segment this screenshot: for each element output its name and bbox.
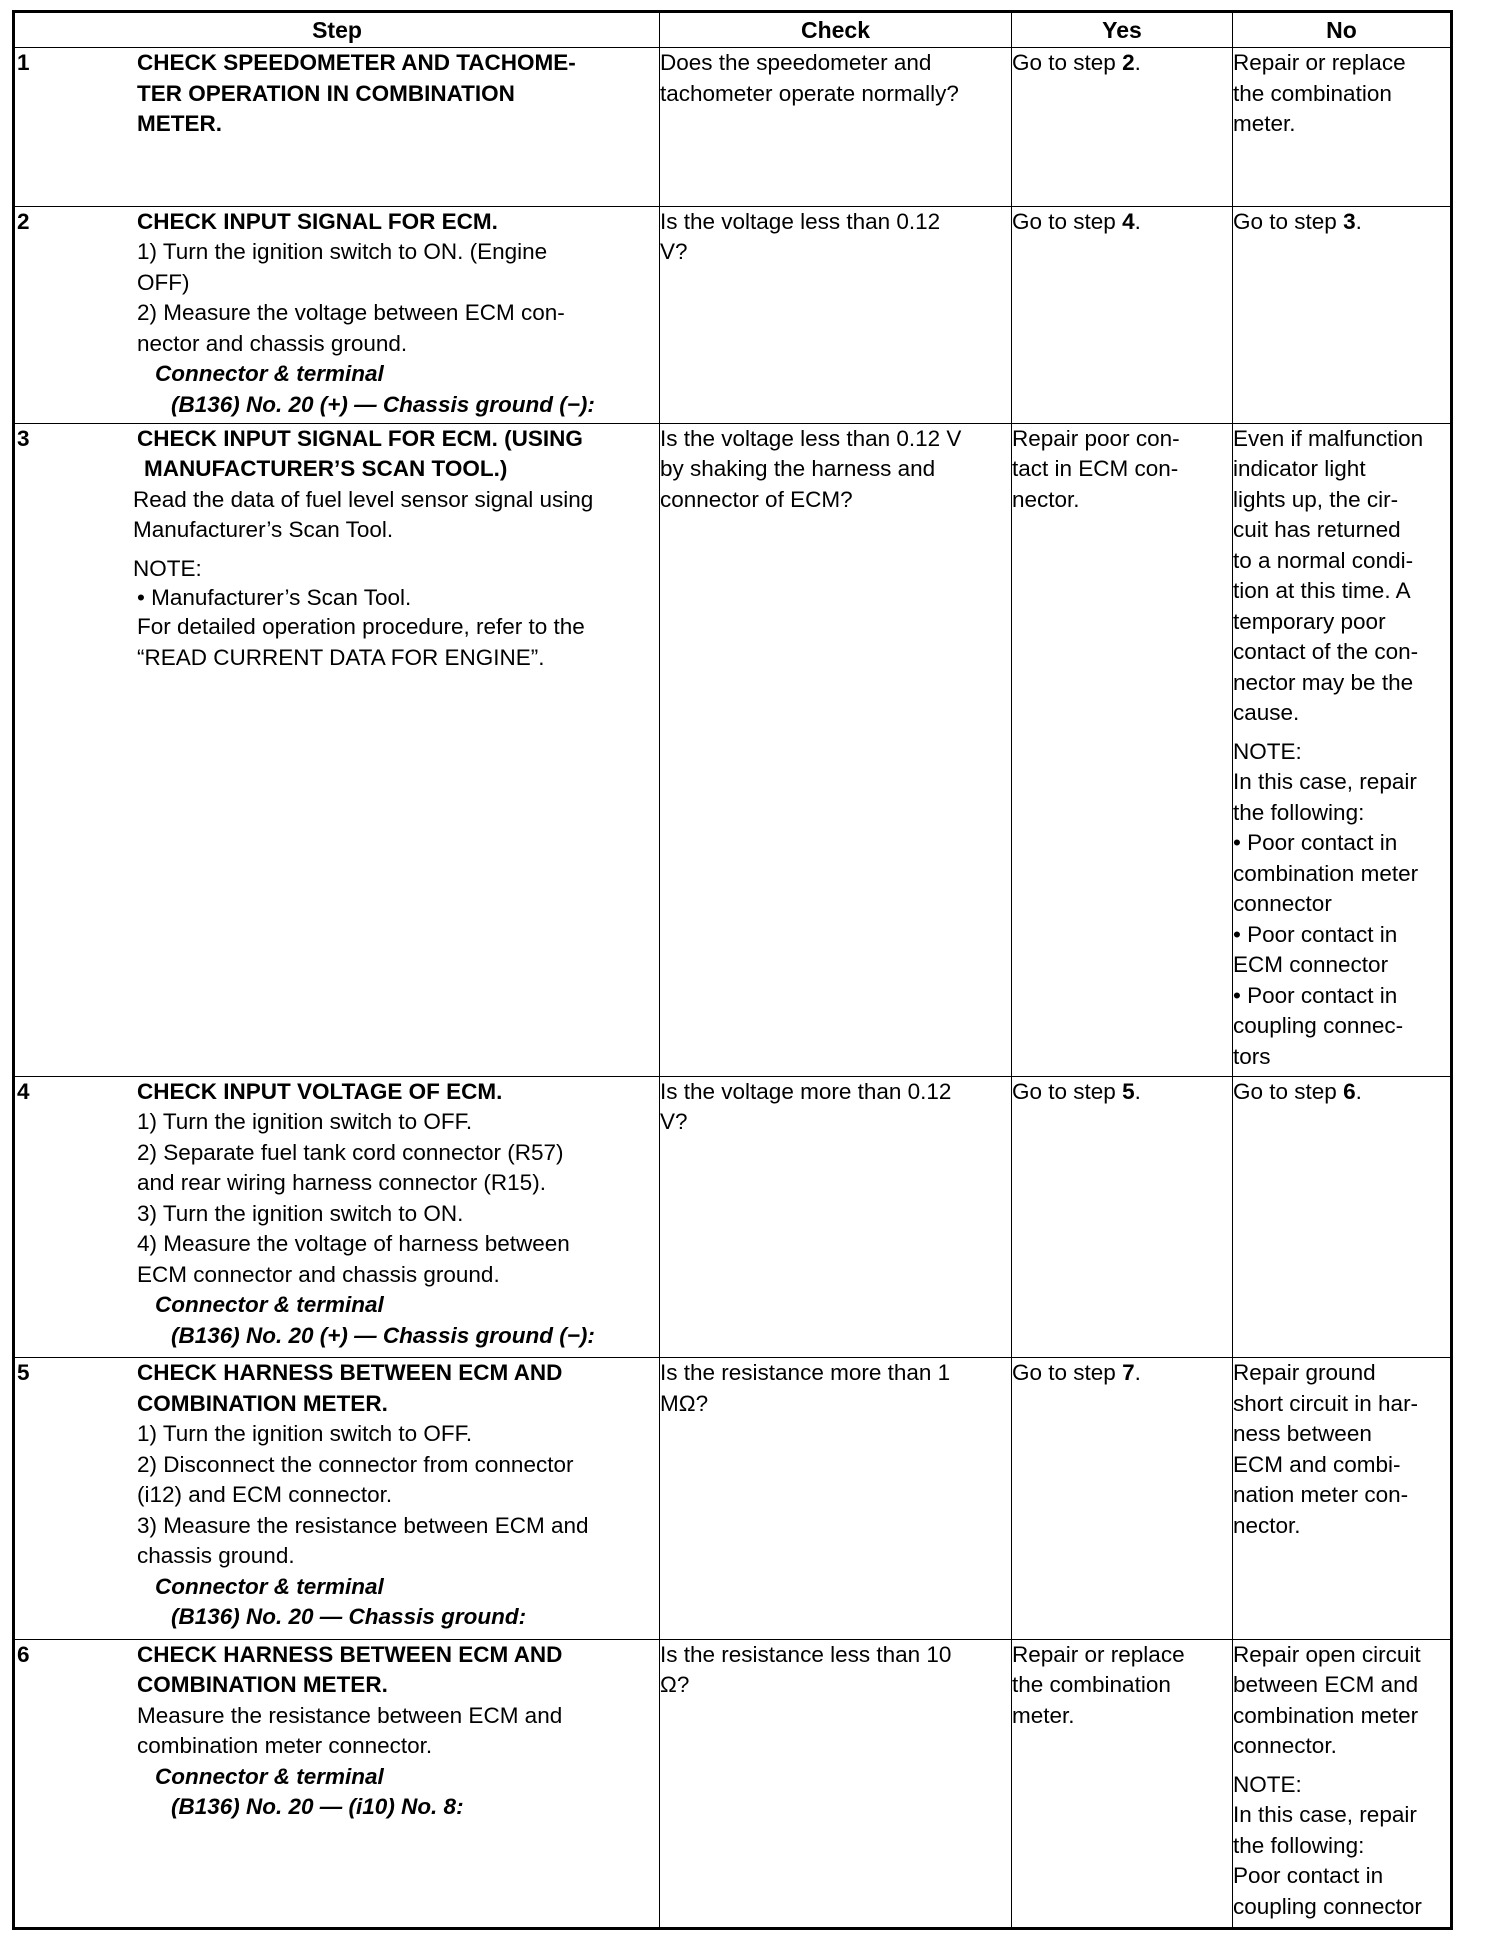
yes-text: nector. <box>1012 486 1080 512</box>
no-text: meter. <box>1233 111 1296 136</box>
yes-cell <box>1012 1358 1233 1639</box>
step-instruction: combination meter connector. <box>137 1733 433 1759</box>
no-action: Go to step 6. <box>1233 1078 1362 1104</box>
no-text: nector may be the <box>1233 669 1414 695</box>
yes-cell <box>1012 1639 1233 1928</box>
note-text: “READ CURRENT DATA FOR ENGINE”. <box>137 644 545 670</box>
no-cell <box>1233 1639 1452 1928</box>
check-text: Is the voltage less than 0.12 <box>660 208 941 234</box>
step-instruction: OFF) <box>137 269 190 295</box>
check-text: connector of ECM? <box>660 486 853 512</box>
no-text: contact of the con- <box>1233 639 1419 665</box>
step-title-line: COMBINATION METER. <box>137 1672 388 1698</box>
table-row <box>14 206 1452 423</box>
step-number: 5 <box>17 1360 30 1386</box>
step-instruction: Read the data of fuel level sensor signal using <box>133 486 594 512</box>
no-note-text: combination meter <box>1233 860 1419 886</box>
step-number: 1 <box>17 50 30 75</box>
step-number: 2 <box>17 208 30 234</box>
header-step: Step <box>14 12 660 48</box>
no-cell <box>1233 1358 1452 1639</box>
step-title-line: CHECK HARNESS BETWEEN ECM AND <box>137 1360 563 1386</box>
no-note-text: In this case, repair <box>1233 1802 1417 1828</box>
step-cell <box>14 206 660 423</box>
no-note-text: the following: <box>1233 1832 1365 1858</box>
header-yes: Yes <box>1012 12 1233 48</box>
no-text: Repair ground <box>1233 1360 1376 1386</box>
no-text: nation meter con- <box>1233 1482 1409 1508</box>
step-instruction: chassis ground. <box>137 1543 295 1569</box>
no-note-text: coupling connec- <box>1233 1013 1404 1039</box>
connector-value: (B136) No. 20 — (i10) No. 8: <box>171 1794 464 1820</box>
no-text: connector. <box>1233 1733 1337 1759</box>
check-text: V? <box>660 239 688 265</box>
no-text: cuit has returned <box>1233 517 1401 543</box>
step-number: 4 <box>17 1078 30 1104</box>
no-text: Repair or replace <box>1233 50 1406 75</box>
no-text: Even if malfunction <box>1233 425 1424 451</box>
connector-label: Connector & terminal <box>155 361 384 387</box>
no-note-label: NOTE: <box>1233 738 1302 764</box>
step-instruction: Manufacturer’s Scan Tool. <box>133 517 394 543</box>
yes-action: Go to step 2. <box>1012 50 1141 75</box>
yes-action: Go to step 7. <box>1012 1360 1141 1386</box>
step-title-line: CHECK SPEEDOMETER AND TACHOME- <box>137 50 576 75</box>
no-text: ECM and combi- <box>1233 1451 1401 1477</box>
step-cell <box>14 1076 660 1357</box>
check-text: by shaking the harness and <box>660 456 936 482</box>
step-instruction: (i12) and ECM connector. <box>137 1482 393 1508</box>
no-note-text: tors <box>1233 1043 1271 1069</box>
check-text: MΩ? <box>660 1390 709 1416</box>
check-cell <box>660 1076 1012 1357</box>
no-note-label: NOTE: <box>1233 1771 1302 1797</box>
table-row <box>14 423 1452 1076</box>
step-title-line: CHECK INPUT SIGNAL FOR ECM. (USING <box>137 425 583 451</box>
step-instruction: 1) Turn the ignition switch to OFF. <box>137 1421 473 1447</box>
no-text: combination meter <box>1233 1702 1419 1728</box>
check-text: Ω? <box>660 1672 690 1698</box>
yes-cell <box>1012 1076 1233 1357</box>
no-text: Repair open circuit <box>1233 1641 1421 1667</box>
no-text: between ECM and <box>1233 1672 1419 1698</box>
no-step-link[interactable]: 6 <box>1343 1078 1356 1104</box>
step-title-line: METER. <box>137 111 223 136</box>
yes-step-link[interactable]: 5 <box>1122 1078 1135 1104</box>
step-title-line: COMBINATION METER. <box>137 1390 388 1416</box>
yes-text: the combination <box>1012 1672 1171 1698</box>
step-instruction: 2) Separate fuel tank cord connector (R57) <box>137 1139 564 1165</box>
check-text: V? <box>660 1109 688 1135</box>
no-cell <box>1233 423 1452 1076</box>
check-cell <box>660 1639 1012 1928</box>
note-text: For detailed operation procedure, refer to the <box>137 614 585 640</box>
yes-cell <box>1012 48 1233 207</box>
yes-text: tact in ECM con- <box>1012 456 1179 482</box>
step-instruction: 1) Turn the ignition switch to OFF. <box>137 1109 473 1135</box>
no-cell <box>1233 48 1452 207</box>
note-label: NOTE: <box>133 555 202 581</box>
yes-action: Go to step 4. <box>1012 208 1141 234</box>
step-cell <box>14 1639 660 1928</box>
check-text: tachometer operate normally? <box>660 80 959 106</box>
step-cell <box>14 423 660 1076</box>
yes-text: meter. <box>1012 1702 1075 1728</box>
no-note-text: • Poor contact in <box>1233 982 1398 1008</box>
note-text: • Manufacturer’s Scan Tool. <box>137 585 412 611</box>
yes-text: Repair poor con- <box>1012 425 1180 451</box>
step-instruction: 3) Measure the resistance between ECM and <box>137 1512 589 1538</box>
yes-action: Go to step 5. <box>1012 1078 1141 1104</box>
step-instruction: ECM connector and chassis ground. <box>137 1261 500 1287</box>
no-text: to a normal condi- <box>1233 547 1414 573</box>
connector-value: (B136) No. 20 (+) — Chassis ground (−): <box>171 1322 595 1348</box>
no-note-text: the following: <box>1233 799 1365 825</box>
diagnostic-table <box>12 10 1453 1930</box>
step-title-line: CHECK INPUT VOLTAGE OF ECM. <box>137 1078 503 1104</box>
connector-label: Connector & terminal <box>155 1292 384 1318</box>
table-row <box>14 1639 1452 1928</box>
step-instruction: 2) Disconnect the connector from connector <box>137 1451 574 1477</box>
no-cell <box>1233 1076 1452 1357</box>
table-row <box>14 1076 1452 1357</box>
check-text: Is the resistance more than 1 <box>660 1360 951 1386</box>
table-row <box>14 1358 1452 1639</box>
check-cell <box>660 423 1012 1076</box>
yes-step-link[interactable]: 2 <box>1122 50 1135 75</box>
no-text: nector. <box>1233 1512 1301 1538</box>
check-text: Is the resistance less than 10 <box>660 1641 952 1667</box>
no-text: cause. <box>1233 700 1300 726</box>
step-instruction: Measure the resistance between ECM and <box>137 1702 563 1728</box>
no-text: the combination <box>1233 80 1392 106</box>
header-no: No <box>1233 12 1452 48</box>
no-note-text: coupling connector <box>1233 1893 1422 1919</box>
step-number: 3 <box>17 425 30 451</box>
step-instruction: 1) Turn the ignition switch to ON. (Engine <box>137 239 548 265</box>
connector-label: Connector & terminal <box>155 1763 384 1789</box>
no-note-text: Poor contact in <box>1233 1863 1384 1889</box>
yes-cell <box>1012 423 1233 1076</box>
table-row <box>14 48 1452 207</box>
no-note-text: • Poor contact in <box>1233 830 1398 856</box>
step-title-line: MANUFACTURER’S SCAN TOOL.) <box>144 456 508 482</box>
no-text: temporary poor <box>1233 608 1386 634</box>
step-cell <box>14 48 660 207</box>
no-action: Go to step 3. <box>1233 208 1362 234</box>
yes-step-link[interactable]: 4 <box>1122 208 1135 234</box>
header-check: Check <box>660 12 1012 48</box>
check-text: Does the speedometer and <box>660 50 932 75</box>
step-instruction: nector and chassis ground. <box>137 330 408 356</box>
step-instruction: 3) Turn the ignition switch to ON. <box>137 1200 464 1226</box>
check-cell <box>660 1358 1012 1639</box>
connector-value: (B136) No. 20 — Chassis ground: <box>171 1604 527 1630</box>
step-title-line: CHECK INPUT SIGNAL FOR ECM. <box>137 208 498 234</box>
no-note-text: In this case, repair <box>1233 769 1417 795</box>
yes-cell <box>1012 206 1233 423</box>
connector-label: Connector & terminal <box>155 1573 384 1599</box>
yes-text: Repair or replace <box>1012 1641 1185 1667</box>
table-header-row <box>14 12 1452 48</box>
step-title-line: TER OPERATION IN COMBINATION <box>137 80 515 106</box>
check-cell <box>660 206 1012 423</box>
check-text: Is the voltage less than 0.12 V <box>660 425 962 451</box>
no-text: tion at this time. A <box>1233 578 1411 604</box>
step-instruction: 4) Measure the voltage of harness between <box>137 1231 570 1257</box>
step-instruction: 2) Measure the voltage between ECM con- <box>137 300 565 326</box>
no-text: short circuit in har- <box>1233 1390 1419 1416</box>
no-note-text: ECM connector <box>1233 952 1389 978</box>
no-text: ness between <box>1233 1421 1372 1447</box>
no-text: indicator light <box>1233 456 1366 482</box>
connector-value: (B136) No. 20 (+) — Chassis ground (−): <box>171 391 595 417</box>
no-text: lights up, the cir- <box>1233 486 1399 512</box>
step-number: 6 <box>17 1641 30 1667</box>
step-cell <box>14 1358 660 1639</box>
no-cell <box>1233 206 1452 423</box>
yes-step-link[interactable]: 7 <box>1122 1360 1135 1386</box>
no-note-text: connector <box>1233 891 1332 917</box>
step-instruction: and rear wiring harness connector (R15). <box>137 1170 546 1196</box>
no-step-link[interactable]: 3 <box>1343 208 1356 234</box>
check-cell <box>660 48 1012 207</box>
step-title-line: CHECK HARNESS BETWEEN ECM AND <box>137 1641 563 1667</box>
check-text: Is the voltage more than 0.12 <box>660 1078 952 1104</box>
no-note-text: • Poor contact in <box>1233 921 1398 947</box>
